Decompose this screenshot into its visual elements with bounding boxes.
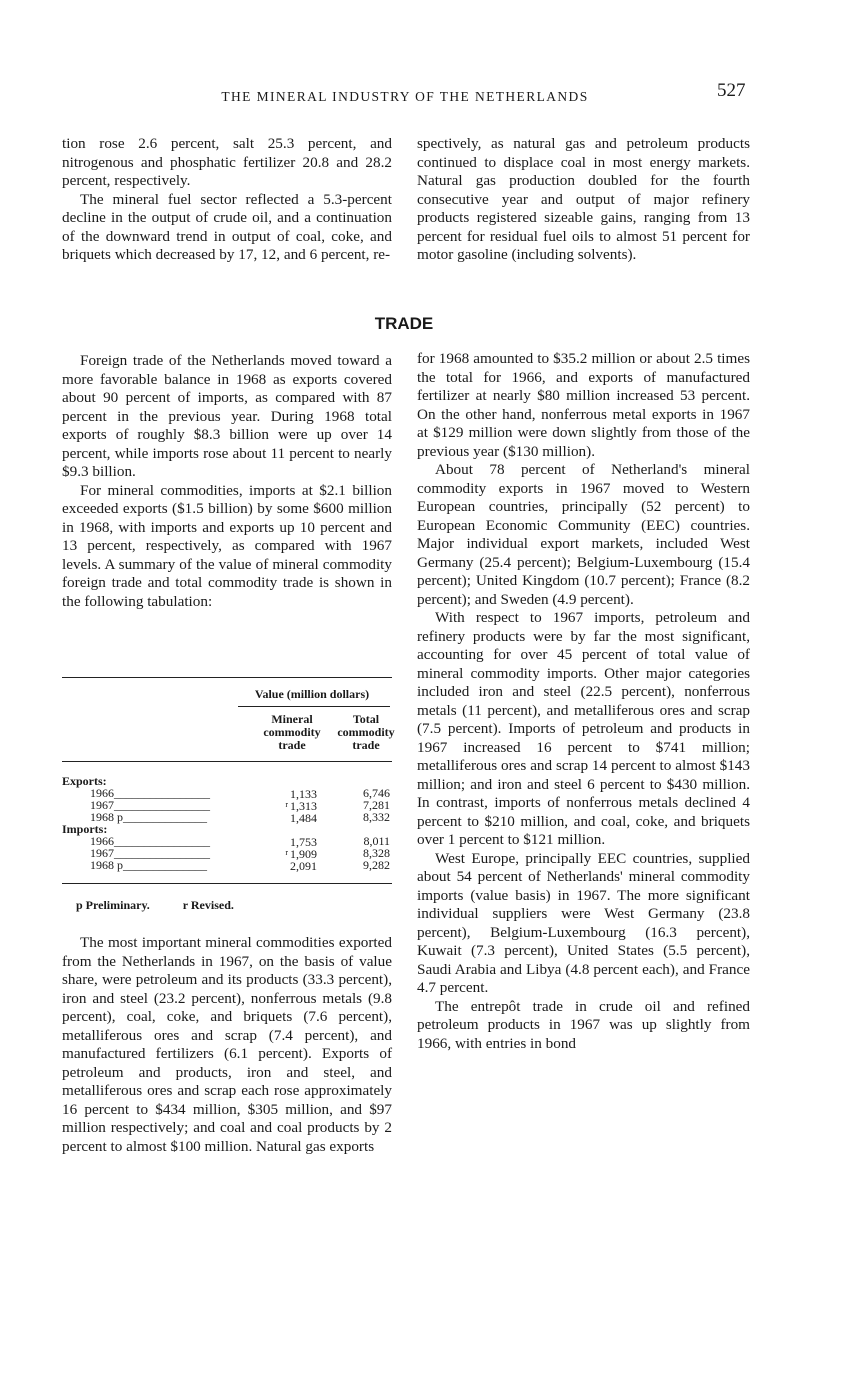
paragraph: spectively, as natural gas and petroleum products continued to displace coal in most energy markets. Natural gas production doubled for the fourth consecutive year and output of major refinery products registered sizeable gains, ranging from 13 percent for residual fuel oils to almost 51 percent for motor gasoline (including solvents). [417, 135, 750, 263]
table-row: 1967________________ $^r$ 1,909 8,328 [90, 846, 390, 861]
section-title: TRADE [374, 314, 434, 333]
table-footnotes [76, 898, 264, 913]
footnote-preliminary: p Preliminary. [76, 898, 150, 912]
paragraph: The mineral fuel sector reflected a 5.3-percent decline in the output of crude oil, and a continuation of the downward trend in output of coal, coke, and briquets which decreased by 17, 12, and 6 percent, re- [62, 190, 392, 263]
paragraph: The entrepôt trade in crude oil and refined petroleum products in 1967 was up slightly from 1966, with entries in bond [417, 997, 750, 1052]
footnote-revised: r Revised. [182, 898, 234, 912]
top-right-column [417, 135, 750, 265]
top-left-column [62, 135, 392, 265]
paragraph: With respect to 1967 imports, petroleum and refinery products were by far the most significant, accounting for over 45 percent of total value of mineral commodity imports. Other major categories included iron and steel (22.5 percent), nonferrous metals (11 percent), and metalliferous ores and scrap (7.5 percent). Imports of petroleum and products in 1967 increased 16 percent to $741 million; metalliferous ores and scrap 14 percent to almost $143 million; and iron and steel 6 percent to $430 million. In contrast, imports of nonferrous metals declined 4 percent to $210 million, and coal, coke, and briquets over 1 percent to $121 million. [417, 609, 750, 848]
table-bottom-rule [62, 883, 392, 884]
table-row: 1967________________ $^r$ 1,313 7,281 [90, 798, 390, 813]
imports-label-row: Imports: [62, 822, 108, 836]
paragraph: for 1968 amounted to $35.2 million or about 2.5 times the total for 1966, and exports of manufactured fertilizer at nearly $80 million increased 53 percent. On the other hand, nonferrous metal exports in 1967 at $129 million were down slightly from those of the previous year ($130 million). [417, 350, 750, 460]
value-header: Value (million dollars) [254, 687, 370, 701]
paragraph: About 78 percent of Netherland's mineral commodity exports in 1967 moved to Western European countries, principally (52 percent) to European Economic Community (EEC) countries. Major individual export markets, included West Germany (25.4 percent); Belgium-Luxembourg (15.4 percent); United Kingdom (10.7 percent); France (8.2 percent); and Sweden (4.9 percent). [417, 461, 750, 608]
right-column [417, 350, 750, 1053]
paragraph: For mineral commodities, imports at $2.1 billion exceeded exports ($1.5 billion) by some $600 million in 1968, with imports and exports up 10 percent and 13 percent, respectively, as compared with 1967 levels. A summary of the value of mineral commodity foreign trade and total commodity trade is shown in the following tabulation: [62, 481, 392, 610]
exports-label-row: Exports: [62, 774, 107, 788]
paragraph: West Europe, principally EEC countries, supplied about 54 percent of Netherlands' mineral commodity imports (value basis) in 1967. The more significant individual suppliers were West Germany (23.8 percent), Belgium-Luxembourg (16.3 percent), Kuwait (7.3 percent), United States (5.5 percent), Saudi Arabia and Libya (4.8 percent each), and France 4.7 percent. [417, 849, 750, 996]
total-column-header: Total commodity trade [337, 712, 395, 752]
paragraph: The most important mineral commodities exported from the Netherlands in 1967, on the basis of value share, were petroleum and its products (33.3 percent), iron and steel (23.2 percent), nonferrous metals (9.8 percent), coal, coke, and briquets (7.6 percent), metalliferous ores and scrap (7.4 percent), and manufactured fertilizers (6.1 percent). Exports of petroleum and products, iron and steel, and metalliferous ores and scrap each rose approximately 16 percent to $434 million, $305 million, and $97 million respectively; and coal and coal products by 2 percent to almost $100 million. Natural gas exports [62, 934, 392, 1155]
left-column-upper [62, 352, 392, 611]
table-row: 1966________________ 1,753 8,011 [90, 834, 390, 849]
table-top-rule [62, 677, 392, 678]
paragraph: Foreign trade of the Netherlands moved toward a more favorable balance in 1968 as exports covered about 90 percent of imports, as compared with 87 percent in the previous year. During 1968 total exports of roughly $8.3 billion were up over 14 percent, while imports rose about 11 percent to nearly $9.3 billion. [62, 352, 392, 480]
mineral-column-header: Mineral commodity trade [263, 712, 321, 752]
table-row: 1968 p______________ 2,091 9,282 [90, 858, 390, 873]
header-bottom-rule [62, 761, 392, 762]
table-row: 1968 p______________ 1,484 8,332 [90, 810, 390, 825]
table-row: 1966________________ 1,133 6,746 [90, 786, 390, 801]
page-number: 527 [717, 80, 746, 101]
paragraph: tion rose 2.6 percent, salt 25.3 percent, and nitrogenous and phosphatic fertilizer 20.8 and 28.2 percent, respectively. [62, 135, 392, 189]
header-sub-rule [238, 706, 390, 707]
running-title: THE MINERAL INDUSTRY OF THE NETHERLANDS [221, 89, 589, 104]
left-column-lower [62, 934, 392, 1156]
